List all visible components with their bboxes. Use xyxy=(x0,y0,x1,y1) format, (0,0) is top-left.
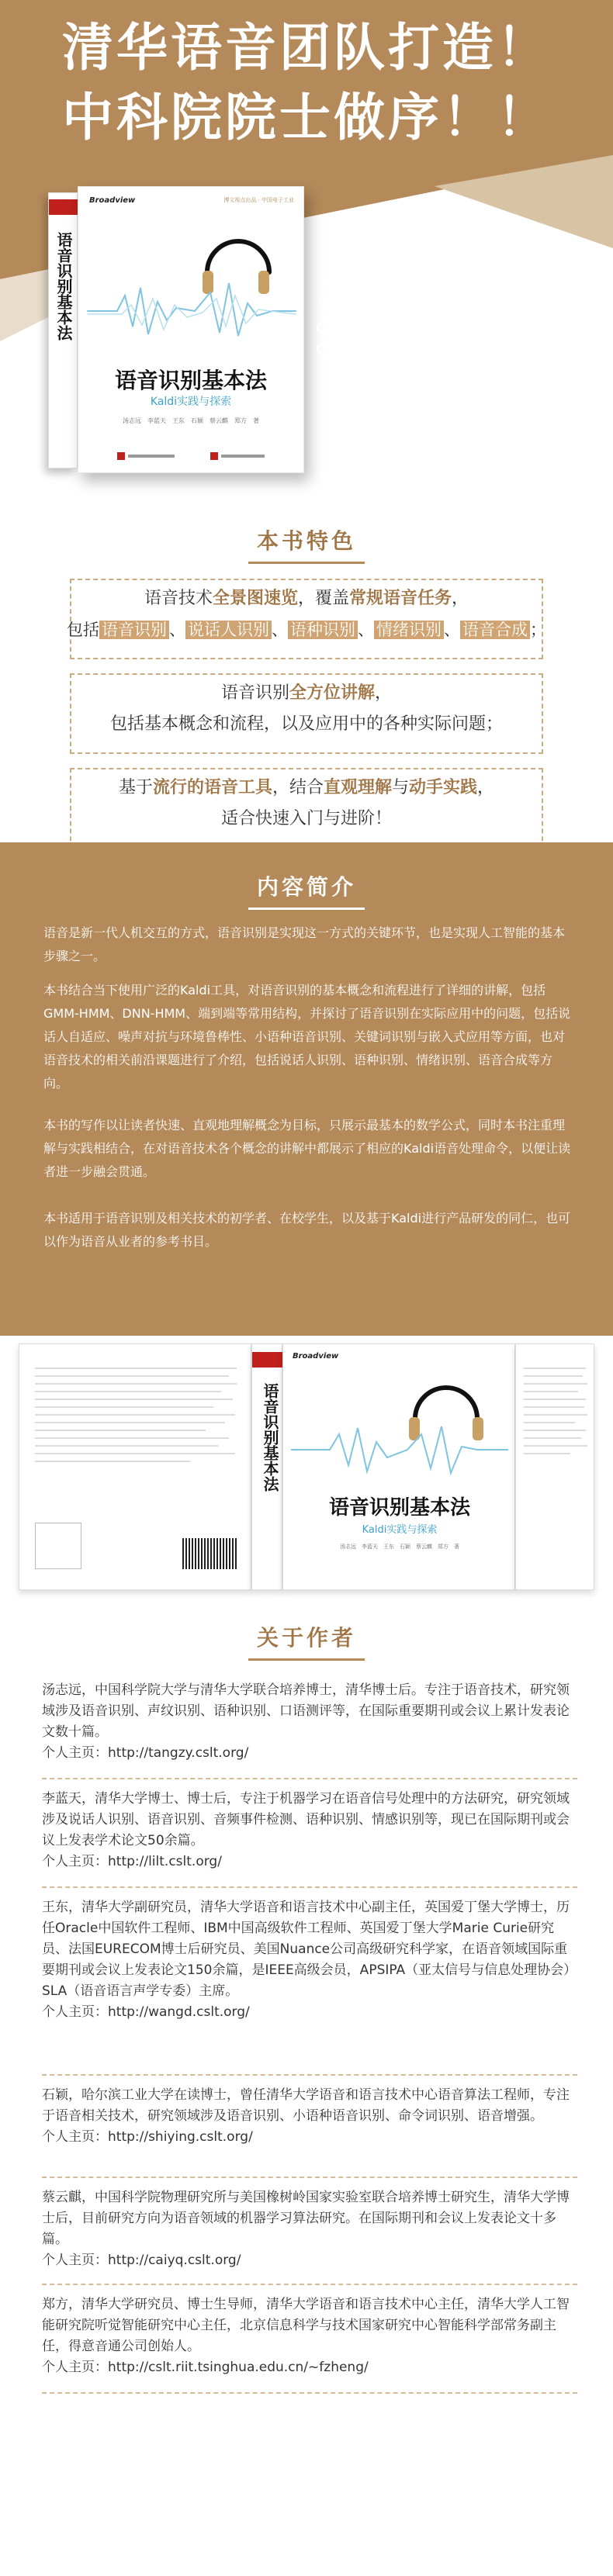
author-bio: 王东，清华大学副研究员，清华大学语音和语言技术中心副主任，英国爱丁堡大学博士，历任Oracle中国软件工程师、IBM中国高级软件工程师、英国爱丁堡大学Marie Curie研究员、法国EURECOM博士后研究员、美国Nuance公司高级研究科学家，在语音领域国际重要期刊或会议上发表论文150余篇，是IEEE高级会员，APSIPA（亚太信号与信息处理协会）SLA（语音语言声学专委）主席。 xyxy=(42,1900,577,1999)
f1-text: 语音技术 xyxy=(144,589,213,608)
author-entry xyxy=(42,1789,577,1872)
f2-text: 语音识别 xyxy=(220,683,289,703)
author-bio: 李蓝天，清华大学博士、博士后，专注于机器学习在语音信号处理中的方法研究，研究领域涉及说话人识别、语音识别、音频事件检测、语种识别、情感识别等，现已在国际期刊或会议上发表学术论文50余篇。 xyxy=(42,1791,570,1848)
f1-highlight-tasks: 常规语音任务 xyxy=(349,589,452,608)
follow-info xyxy=(317,273,596,382)
intro-paragraph-3: 本书的写作以让读者快速、直观地理解概念为目标，只展示最基本的数学公式，同时本书注重理解与实践相结合，在对语音技术各个概念的讲解中都展示了相应的Kaldi语音处理命令，以便让读者进一步融会贯通。 xyxy=(43,1118,571,1179)
f3-text: ， xyxy=(477,778,495,797)
follow-line2: 公众号，回复 40478 xyxy=(317,297,449,313)
intro-paragraph-4: 本书适用于语音识别及相关技术的初学者、在校学生，以及基于Kaldi进行产品研发的同仁，也可以作为语音从业者的参考书目。 xyxy=(43,1211,571,1249)
f1-highlight-panorama: 全景图速览 xyxy=(212,589,298,608)
authors-heading-text: 关于作者 xyxy=(256,1625,356,1651)
headphone-waveform-art xyxy=(86,218,297,358)
author-bio: 汤志远，中国科学院大学与清华大学联合培养博士，清华博士后。专注于语音技术，研究领域涉及语音识别、声纹识别、语种识别、口语测评等，在国际重要期刊或会议上累计发表论文数十篇。 xyxy=(42,1682,570,1740)
f1-text: ，覆盖 xyxy=(297,589,349,608)
book-flap xyxy=(515,1343,594,1590)
hero-title-line1: 清华语音团队打造！ xyxy=(62,18,551,78)
feature-1-line2 xyxy=(31,614,582,645)
author-entry xyxy=(42,2187,577,2271)
tag-emotion-recognition: 情绪识别 xyxy=(374,621,444,639)
tag-speech-recognition: 语音识别 xyxy=(99,621,169,639)
tag-speaker-recognition: 说话人识别 xyxy=(185,621,272,639)
book-spread-spine xyxy=(251,1343,282,1590)
spread-spine-title: 语音识别基本法 xyxy=(261,1383,279,1492)
f1-text: ； xyxy=(530,621,546,639)
author-divider xyxy=(42,2177,577,2178)
feature-2-line1 xyxy=(31,678,582,709)
author-divider xyxy=(42,2284,577,2285)
cover-authors: 汤志远 李蓝天 王东 石颖 蔡云麒 郑方 著 xyxy=(123,417,259,424)
spread-title: 语音识别基本法 xyxy=(328,1496,470,1520)
tag-speech-synthesis: 语音合成 xyxy=(460,621,530,639)
f2-highlight: 全方位讲解 xyxy=(289,683,375,703)
author-homepage[interactable]: 个人主页：http://caiyq.cslt.org/ xyxy=(42,2253,241,2268)
intro-heading xyxy=(0,870,613,910)
intro-paragraph-2: 本书结合当下使用广泛的Kaldi工具，对语音识别的基本概念和流程进行了详细的讲解，包括GMM-HMM、DNN-HMM、端到端等常用结构，并探讨了语音识别在实际应用中的问题，包括说话人自适应、噪声对抗与环境鲁棒性、小语种语音识别、关键词识别与嵌入式应用等方面，也对语音技术的相关前沿课题进行了介绍，包括说话人识别、语种识别、情绪识别、语音合成等方向。 xyxy=(43,983,571,1091)
author-divider xyxy=(42,2074,577,2076)
f3-highlight-intuitive: 直观理解 xyxy=(323,778,392,797)
spine-title: 语音识别基本法 xyxy=(54,232,73,341)
author-divider xyxy=(42,2392,577,2394)
follow-bullet2b: 这里等你,更多新惊喜正在路上 xyxy=(334,362,520,379)
author-homepage[interactable]: 个人主页：http://wangd.cslt.org/ xyxy=(42,2004,250,2020)
feature-1-line1 xyxy=(31,583,582,614)
f1-sep: 、 xyxy=(272,621,288,639)
author-divider xyxy=(42,1886,577,1888)
hero-title-line2: 中科院院士做序！！ xyxy=(62,88,551,147)
hero-banner xyxy=(0,0,613,512)
publisher-logos xyxy=(117,451,265,462)
spine-brand-bar xyxy=(49,199,78,215)
authors-heading-underline xyxy=(248,1658,365,1661)
f1-sep: 、 xyxy=(444,621,460,639)
cover-brand: Broadview xyxy=(89,196,136,205)
intro-heading-text: 内容简介 xyxy=(256,874,356,900)
spread-subtitle: Kaldi实践与探索 xyxy=(362,1524,438,1536)
feature-3-line2: 适合快速入门与进阶！ xyxy=(220,809,392,828)
author-homepage[interactable]: 个人主页：http://cslt.riit.tsinghua.edu.cn/~fzheng/ xyxy=(42,2360,369,2375)
author-entry xyxy=(42,1897,577,2023)
qr-code-placeholder xyxy=(35,1523,81,1569)
author-bio: 石颖，哈尔滨工业大学在读博士，曾任清华大学语音和语言技术中心语音算法工程师，专注于语音相关技术，研究领域涉及语音识别、小语种语音识别、命令词识别、语音增强。 xyxy=(42,2087,570,2124)
barcode xyxy=(182,1538,237,1569)
follow-bullet1: 获取博文视点学院20元优惠券 xyxy=(317,316,596,338)
intro-paragraph-1: 语音是新一代人机交互的方式，语音识别是实现这一方式的关键环节，也是实现人工智能的基本步骤之一。 xyxy=(43,925,566,963)
tag-language-recognition: 语种识别 xyxy=(288,621,358,639)
f3-text: 与 xyxy=(392,778,410,797)
feature-3-line1 xyxy=(31,773,582,804)
author-homepage[interactable]: 个人主页：http://tangzy.cslt.org/ xyxy=(42,1745,249,1761)
f1-sep: 、 xyxy=(169,621,185,639)
book-3d-image xyxy=(48,186,304,473)
cover-subtitle: Kaldi实践与探索 xyxy=(150,396,232,408)
book-spread-image xyxy=(19,1343,594,1590)
f3-highlight-practice: 动手实践 xyxy=(409,778,478,797)
spread-spine-brand xyxy=(252,1352,283,1368)
follow-bullet2a: 加入本书读者交流群，作者在 xyxy=(317,338,596,360)
feature-2-line2: 包括基本概念和流程，以及应用中的各种实际问题； xyxy=(109,714,503,734)
features-heading-underline xyxy=(248,562,365,564)
book-spread-front xyxy=(282,1343,515,1590)
f1-text: 包括 xyxy=(67,621,99,639)
spread-brand: Broadview xyxy=(293,1352,339,1361)
author-bio: 郑方，清华大学研究员、博士生导师，清华大学语音和语言技术中心主任，清华大学人工智能研究院听觉智能研究中心主任，北京信息科学与技术国家研究中心智能科学部常务副主任，得意音通公司创始人。 xyxy=(42,2297,570,2354)
cover-title: 语音识别基本法 xyxy=(114,368,267,393)
author-entry xyxy=(42,2294,577,2378)
f3-text: ，结合 xyxy=(272,778,324,797)
author-homepage[interactable]: 个人主页：http://shiying.cslt.org/ xyxy=(42,2129,253,2145)
book-spine xyxy=(48,192,78,469)
intro-heading-underline xyxy=(248,908,365,910)
f1-sep: 、 xyxy=(358,621,374,639)
cover-slogan: 博文视点出品 · 中国电子工业 xyxy=(223,197,294,203)
intro-section xyxy=(0,842,613,1336)
f2-text: ， xyxy=(375,683,393,703)
f1-text: ， xyxy=(452,589,469,608)
f3-text: 基于 xyxy=(118,778,153,797)
author-entry xyxy=(42,2085,577,2148)
follow-line1: 关注“博文视点Broadview” xyxy=(317,275,488,292)
features-heading-text: 本书特色 xyxy=(256,528,356,554)
spread-headphone-art xyxy=(291,1372,508,1481)
f3-highlight-tools: 流行的语音工具 xyxy=(152,778,272,797)
spread-authors: 汤志远 李蓝天 王东 石颖 蔡云麒 郑方 著 xyxy=(340,1544,459,1550)
author-entry xyxy=(42,1680,577,1764)
author-bio: 蔡云麒，中国科学院物理研究所与美国橡树岭国家实验室联合培养博士研究生，清华大学博士后，目前研究方向为语音领域的机器学习算法研究。在国际期刊和会议上发表论文十多篇。 xyxy=(42,2190,570,2247)
authors-heading xyxy=(0,1621,613,1661)
features-heading xyxy=(0,524,613,564)
author-divider xyxy=(42,1778,577,1779)
book-back-cover xyxy=(19,1343,251,1590)
author-homepage[interactable]: 个人主页：http://lilt.cslt.org/ xyxy=(42,1854,222,1869)
book-cover xyxy=(78,186,304,473)
